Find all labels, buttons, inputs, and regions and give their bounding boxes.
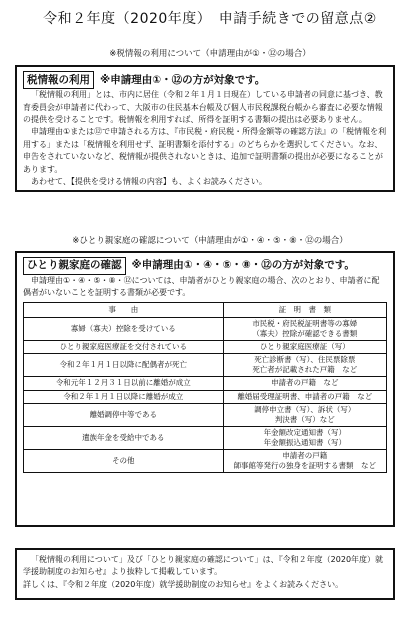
single-parent-target: ※申請理由①・④・⑤・⑧・⑫の方が対象です。 <box>131 259 355 271</box>
table-row <box>24 354 387 377</box>
row-matter: 令和元年１２月３１日以前に離婚が成立 <box>24 377 224 390</box>
tax-info-box <box>15 65 395 192</box>
row-documents <box>223 341 386 354</box>
note-paragraph-1: 「税情報の利用について」及び「ひとり親家庭の確認について」は、『令和２年度（2020年度）就学援助制度のお知らせ』より抜粋して掲載しています。 <box>23 555 384 577</box>
row-matter: 令和２年１月１日以降に離婚が成立 <box>24 390 224 403</box>
document-line: ひとり親家庭医療証（写） <box>259 342 350 351</box>
column-header-documents: 証 明 書 類 <box>223 302 386 317</box>
tax-info-target: ※申請理由①・⑫の方が対象です。 <box>100 74 266 86</box>
single-parent-tag: ひとり親家庭の確認 <box>23 257 126 275</box>
table-row <box>24 426 387 449</box>
single-parent-headline <box>23 257 387 275</box>
section2-caption: ※ひとり親家庭の確認について（申請理由が①・④・⑤・⑧・⑫の場合） <box>72 236 348 246</box>
table-row <box>24 317 387 340</box>
row-matter: その他 <box>24 450 224 473</box>
single-parent-box <box>15 251 395 527</box>
document-line: （寡夫）控除が確認できる書類 <box>252 328 358 338</box>
document-line: 離婚届受理証明書、申請者の戸籍 など <box>237 391 373 401</box>
document-line: 申請者の戸籍 <box>282 451 328 461</box>
note-box <box>15 548 395 600</box>
row-documents <box>223 354 386 377</box>
row-documents <box>223 377 386 390</box>
table-row <box>24 450 387 473</box>
tax-info-tag: 税情報の利用 <box>23 71 94 89</box>
row-documents <box>223 403 386 426</box>
section1-caption: ※税情報の利用について（申請理由が①・⑫の場合） <box>109 49 311 59</box>
table-row <box>24 403 387 426</box>
document-line: 申請者の戸籍 など <box>271 378 339 388</box>
page-title: 令和２年度（2020年度） 申請手続きでの留意点② <box>43 11 377 27</box>
note-paragraph-2: 詳しくは、『令和２年度（2020年度）就学援助制度のお知らせ』をよくお読みください。 <box>23 579 344 589</box>
row-documents <box>223 390 386 403</box>
documents-table <box>23 302 387 474</box>
document-line: 死亡診断書（写）、住民票除票 <box>254 355 356 365</box>
document-line: 判決書（写）など <box>274 414 335 424</box>
document-line: 年金額改定通知書（写） <box>263 427 347 437</box>
document-line: 市民税・府民税証明書等の寡婦 <box>252 318 358 328</box>
table-row <box>24 341 387 354</box>
tax-info-headline <box>23 71 387 89</box>
row-documents <box>223 450 386 473</box>
document-line: 師事館等発行の独身を証明する書類 など <box>233 461 377 471</box>
single-parent-intro: 申請理由①・④・⑤・⑧・⑫については、申請者がひとり親家庭の場合、次のとおり、申請者に配偶者がいないことを証明する書類が必要です。 <box>23 275 380 297</box>
row-matter: 令和２年１月１日以降に配偶者が死亡 <box>24 354 224 377</box>
tax-info-paragraph-3: あわせて、【提供を受ける情報の内容】も、よくお読みください。 <box>31 177 267 186</box>
tax-info-paragraph-1: 「税情報の利用」とは、市内に居住（令和２年１月１日現在）している申請者の同意に基づき、教育委員会が申請者に代わって、大阪市の住民基本台帳及び個人市民税課税台帳から審査に必要な情報の提供を受けることです。税情報を利用すれば、所得を証明する書類の提出は必要ありません。 <box>23 90 383 125</box>
row-matter: 離婚調停中等である <box>24 403 224 426</box>
row-documents <box>223 426 386 449</box>
table-row <box>24 390 387 403</box>
row-matter: ひとり親家庭医療証を交付されている <box>24 341 224 354</box>
document-line: 調停申立書（写）、訴状（写） <box>254 404 356 414</box>
column-header-matter: 事 由 <box>24 302 224 317</box>
row-matter: 寡婦（寡夫）控除を受けている <box>24 317 224 340</box>
document-line: 年金額振込通知書（写） <box>263 438 347 447</box>
tax-info-paragraph-2: 申請理由①または⑫で申請される方は、『市民税・府民税・所得金額等の確認方法』の「税情報を利用する」または「税情報を利用せず、証明書類を添付する」のどちらかを選択してください。なお、申告をされていないなど、税情報が提供されないときは、追加で証明書類の提出が必要になることがあります。 <box>23 127 387 174</box>
row-documents <box>223 317 386 340</box>
document-line: 死亡者が記載された戸籍 など <box>252 365 358 375</box>
row-matter: 遺族年金を受給中である <box>24 426 224 449</box>
table-row <box>24 377 387 390</box>
